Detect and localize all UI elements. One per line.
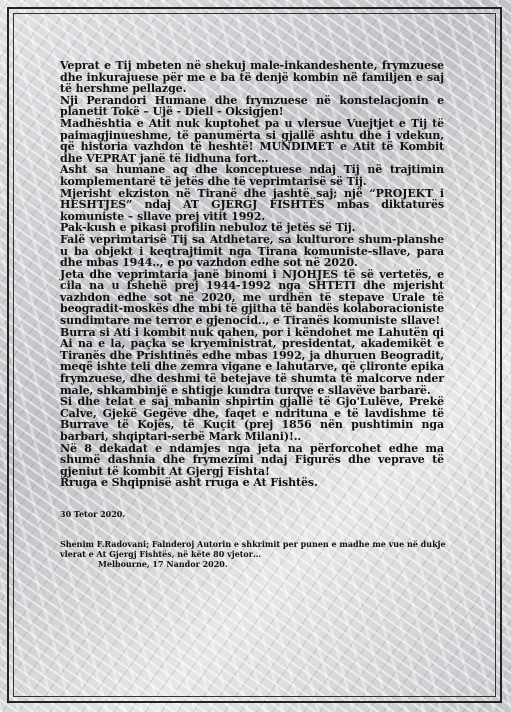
date-line: 30 Tetor 2020.: [60, 508, 126, 519]
paragraph: Asht sa humane aq dhe konceptuese ndaj Tij në trajtimin komplementarë të jetës dhe të veprimtarisë së Tij.: [60, 163, 444, 188]
paragraph: Madhështia e Atit nuk kuptohet pa u vlersue Vuejtjet e Tij të paimagjinueshme, të panumërta si gjallë ashtu dhe i vdekun, që historia vazhdon të heshtë! MUNDIMET e Atit të Kombit dhe VEPRAT janë të lidhuna fort…: [60, 116, 444, 165]
paragraph: Jeta dhe veprimtaria janë binomi i NJOHJES të së vertetës, e cila na u fshehë prej 1944-1992 nga SHTETI dhe mjerisht vazhdon edhe sot në 2020, me urdhën të stepave Urale të beogradit-moskës dhe mbi të gjitha të bandës kolaboracioniste sundimtare me terror e gjenocid.., e Tiranës komuniste sllave!: [60, 267, 444, 328]
paragraph: Rruga e Shqipnisë asht rruga e At Fishtës.: [60, 476, 318, 490]
paragraph: Mjerisht ekziston në Tiranë dhe jashtë saj; një “PROJEKT i HESHTJES” ndaj AT GJERGJ FISHTËS mbas diktaturës komuniste – sllave prej vitit 1992.: [60, 186, 444, 223]
paragraph: Pak-kush e pikasi profilin nebuloz të jetës së Tij.: [60, 221, 356, 235]
paragraph: Në 8 dekadat e ndamjes nga jeta na përforcohet edhe ma shumë dashnia dhe frymezimi ndaj Figurës dhe veprave të gjeniut të kombit At Gjergj Fishta!: [60, 441, 444, 478]
paragraph: Si dhe telat e saj mbanin shpirtin gjallë të Gjo'Lulëve, Prekë Calve, Gjekë Gegëve dhe, faqet e ndrituna e të lavdishme të Burrave të Kojës, të Kuçit (prej 1856 nën pushtimin nga barbari, shqiptari-serbë Mark Milani)!..: [60, 395, 444, 443]
document-body: [60, 60, 444, 569]
paragraph: Burra si Ati i kombit nuk qahen, por i këndohet me Lahutën qi Ai na e la, paçka se kryeministrat, presidentat, akademikët e Tiranës dhe Prishtinës edhe mbas 1992, ja dhuruen Beogradit, meqë ishte teli dhe zemra vigane e lahutarve, që çlironte epika frymzuese, dhe deshmi të betejave të shumta të malcorve nder male, shkambinjë e shtigje kundra turqve e sllavëve barbarë.: [60, 325, 444, 397]
paragraph: Veprat e Tij mbeten në shekuj male-inkandeshente, frymzuese dhe inkurajuese për me e ba të denjë kombin në familjen e saj të hershme pellazge.: [60, 59, 444, 96]
paragraph: Falë veprimtarisë Tij sa Atdhetare, sa kulturore shum-planshe u ba objekt i keqtrajtimit nga Tirana komuniste-sllave, para dhe mbas 1944.., e po vazhdon edhe sot në 2020.: [60, 232, 444, 270]
editor-note: Shenim F.Radovani; Falnderoj Autorin e shkrimit per punen e madhe me vue në dukje vlerat e At Gjergj Fishtës, në këte 80 vjetor…: [60, 538, 446, 559]
note-place-date: Melbourne, 17 Nandor 2020.: [98, 558, 228, 569]
paragraph: Nji Perandori Humane dhe frymzuese në konstelacjonin e planetit Tokë – Ujë - Diell - Oksigjen!: [60, 93, 444, 119]
